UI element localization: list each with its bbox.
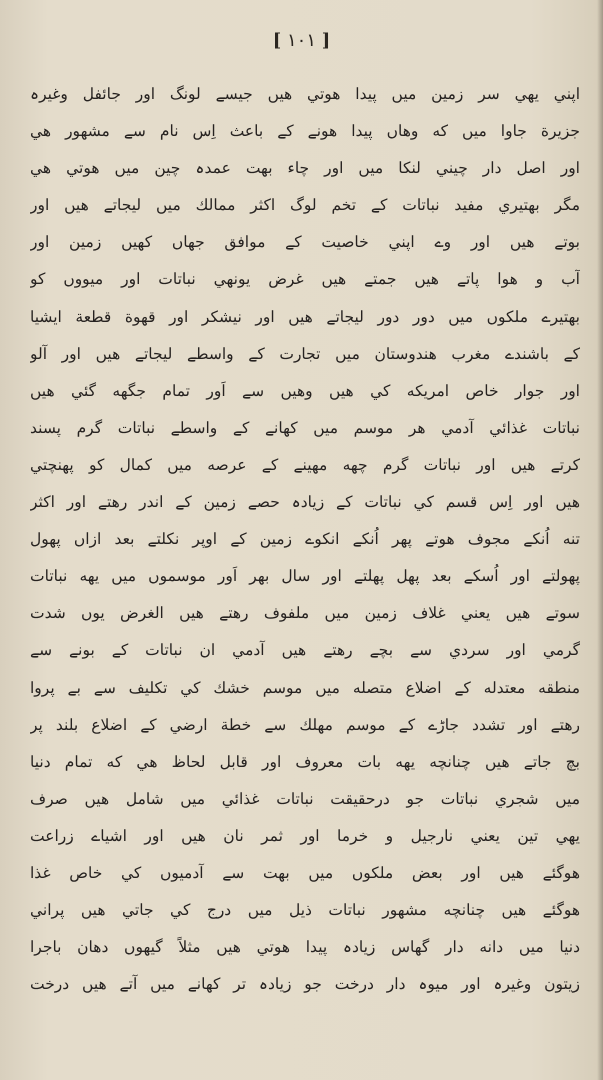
- text-line: پهولتے اور اُسكے بعد پهل پهلتے اور سال بهر اَور موسموں ميں يهه نباتات: [30, 567, 580, 586]
- text-line: جزيرة جاوا ميں كه وهاں پيدا هونے كے باعث اِس نام سے مشهور هي: [30, 122, 580, 141]
- page-number-bracket-close: ]: [321, 30, 331, 51]
- text-line: سوتے هيں يعني غلاف زمين ميں ملفوف رهتے هيں الغرض يوں شدت: [30, 604, 580, 623]
- text-body: [30, 76, 580, 1003]
- text-line: اور جوار خاص امريكه كي هيں وهيں سے اَور تمام جگهه گئي هيں: [30, 381, 580, 400]
- page-number-bracket-open: [: [272, 30, 282, 51]
- text-line: اور اصل دار چيني لنكا ميں اور چاء بهت عمدہ چين ميں هوتي هي: [30, 159, 580, 178]
- text-line: زيتون وغيرہ اور ميوہ دار درخت جو زيادہ تر كهانے ميں آتے هيں درخت: [30, 975, 580, 994]
- text-line: كے باشندے مغرب هندوستان ميں تجارت كے واسطے ليجاتے هيں اور آلو: [30, 344, 580, 363]
- text-line: هيں اور اِس قسم كي نباتات كے زيادہ حصے زمين كے اندر رهتے اور اكثر: [30, 493, 580, 512]
- text-line: آب و هوا پاتے هيں جمتے هيں غرض يونهي نباتات اور ميووں كو: [30, 270, 580, 289]
- text-line: مگر بهتيري مفيد نباتات كے تخم لوگ اكثر ممالك ميں ليجاتے هيں اور: [30, 196, 580, 215]
- page-number-value: ١٠١: [286, 30, 316, 51]
- text-line: اپني يهي سر زمين ميں پيدا هوتي هيں جيسے لونگ اور جائفل وغيرہ: [30, 85, 580, 103]
- text-line: ميں شجري نباتات جو درحقيقت نباتات غذائي ميں شامل هيں صرف: [30, 789, 580, 808]
- page-number: [0, 30, 603, 51]
- text-line: بهتيرے ملكوں ميں دور دور ليجاتے هيں اور نيشكر اور قهوة قطعة ايشيا: [30, 307, 580, 326]
- text-line: گرمي اور سردي سے بچے رهتے هيں آدمي ان نباتات كے بونے سے: [30, 641, 580, 660]
- text-line: منطقه معتدله كے اضلاع متصله ميں موسم خشك كي تكليف سے بے پروا: [30, 678, 580, 697]
- page-edge-shadow: [597, 0, 603, 1080]
- text-line: بوتے هيں اور وے اپني خاصيت كے موافق جهاں كهيں زمين اور: [30, 233, 580, 252]
- text-line: تنه اُنكے مجوف هوتے پهر اُنكے انكوے زمين كے اوپر نكلتے بعد ازاں پهول: [30, 530, 580, 549]
- text-line: هوگئے هيں چنانچه مشهور نباتات ذيل ميں درج كي جاتي هيں پراني: [30, 901, 580, 920]
- text-line: رهتے اور تشدد جاڑے كے موسم مهلك سے خطة ارضي كے اضلاع بلند پر: [30, 715, 580, 734]
- text-line: هوگئے هيں اور بعض ملكوں ميں بهت سے آدميوں كي خاص غذا: [30, 863, 580, 882]
- text-line: دنيا ميں دانه دار گهاس زيادہ پيدا هوتي هيں مثلاً گيهوں دهان باجرا: [30, 938, 580, 957]
- text-line: يهي تين يعني نارجيل و خرما اور ثمر نان هيں اور اشياے زراعت: [30, 826, 580, 845]
- text-line: كرتے هيں اور نباتات گرم چهه مهينے كے عرصه ميں كمال كو پهنچتي: [30, 455, 580, 474]
- text-line: بچ جاتے هيں چنانچه يهه بات معروف اور قابل لحاظ هي كه تمام دنيا: [30, 752, 580, 771]
- text-line: نباتات غذائي آدمي هر موسم ميں كهانے كے واسطے نباتات گرم پسند: [30, 418, 580, 437]
